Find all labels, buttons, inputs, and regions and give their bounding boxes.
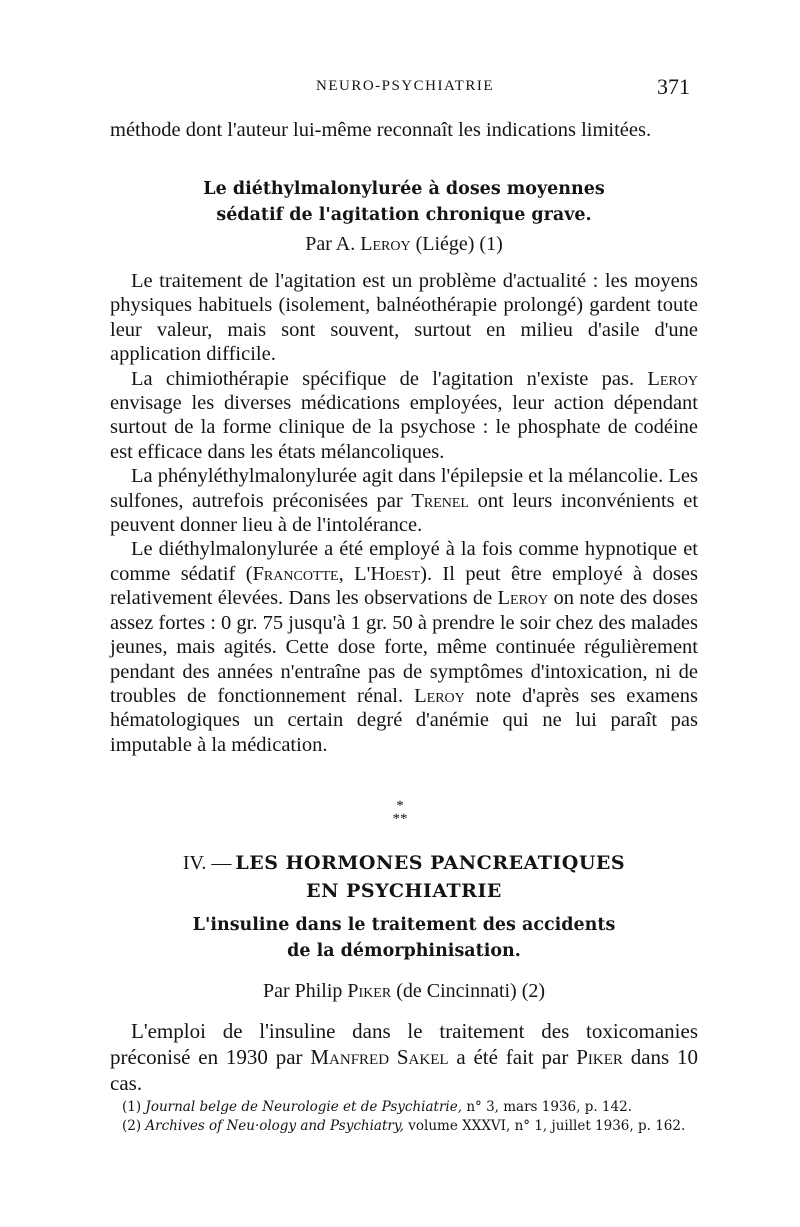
article-title-line2: sédatif de l'agitation chronique grave. [216,205,592,225]
author-name: Hoest [370,562,421,585]
author-name: Trenel [411,489,469,512]
running-title: NEURO-PSYCHIATRIE [316,78,495,94]
intro-text-c: dans 10 cas. [110,1045,698,1095]
article-title-line1: Le diéthylmalonylurée à doses moyennes [203,179,605,199]
author-name: Leroy [497,587,549,610]
byline-author: Piker [347,980,392,1002]
footnotes [122,1098,698,1136]
byline-suffix: (de Cincinnati) (2) [396,980,546,1002]
section-heading [110,850,698,904]
paragraph-3 [110,464,698,537]
footnote-2-journal: Archives of Neu·ology and Psychiatry, [145,1118,404,1134]
paragraph-4-text-b: ). Il peut être employé à doses relativement élevées. Dans les observations de [110,562,699,610]
continuation-block [110,118,698,142]
footnote-2-reference: volume XXXVI, n° 1, juillet 1936, p. 162. [408,1118,686,1134]
section-title-line1: LES HORMONES PANCREATIQUES [235,852,626,874]
article-piker [110,912,698,1096]
footnote-1-mark: (1) [122,1099,142,1115]
section-separator-asterism [375,800,425,840]
section-title-line2: EN PSYCHIATRIE [306,880,502,902]
author-name: Piker [576,1045,623,1069]
article-leroy [110,176,698,757]
byline-suffix: (Liége) (1) [415,233,503,255]
footnote-1 [122,1098,698,1117]
footnote-1-journal: Journal belge de Neurologie et de Psychiatrie, [145,1099,463,1115]
intro-text-a: L'emploi de l'insuline dans le traitement des toxicomanies préconisé en 1930 par [110,1019,698,1069]
page-number: 371 [657,74,690,99]
footnote-2 [122,1117,698,1136]
byline-prefix: Par Philip [262,980,343,1002]
article-byline [110,231,698,257]
paragraph-2-text-a: La chimiothérapie spécifique de l'agitation n'existe pas. [131,367,635,390]
footnote-2-mark: (2) [122,1118,142,1134]
byline-prefix: Par A. [305,233,356,255]
footnote-1-reference: n° 3, mars 1936, p. 142. [466,1099,632,1115]
section-number: IV. — [182,852,232,874]
article-byline [110,978,698,1004]
paragraph-4-text-c: on note des doses assez fortes : 0 gr. 75 jusqu'à 1 gr. 50 à prendre le soir chez des malades jeunes, mais agités. Cette dose forte, même continuée régulièrement pendant des années n'entraîne pas de symptômes d'intoxication, ni de troubles de fonctionnement rénal. [110,587,698,707]
running-head [316,74,690,102]
article-title-line2: de la démorphinisation. [287,941,521,961]
paragraph-4-text-a: Le diéthylmalonylurée a été employé à la fois comme hypnotique et comme sédatif ( [110,538,698,585]
continuation-paragraph: méthode dont l'auteur lui-même reconnaît les indications limitées. [110,119,652,141]
author-name: Leroy [647,367,698,390]
paragraph-2 [110,367,698,465]
paragraph-4-sep: , L' [338,562,371,585]
asterism-top: * [396,798,404,814]
paragraph-3-text-b: ont leurs inconvénients et peuvent donner lieu à de l'intolérance. [110,489,699,537]
paragraph-4 [110,537,698,757]
article-title-line1: L'insuline dans le traitement des accidents [192,915,616,935]
author-name: Leroy [414,684,465,707]
paragraph-1: Le traitement de l'agitation est un problème d'actualité : les moyens physiques habituels (isolement, balnéothérapie prolongé) gardent toute leur valeur, mais sont souvent, surtout en milieu d'asile d'une application difficile. [110,270,698,366]
paragraph-intro [110,1018,698,1096]
paragraph-4-text-d: note d'après ses examens hématologiques un certain degré d'anémie qui ne lui paraît pas imputable à la médication. [110,684,699,756]
intro-text-b: a été fait par [456,1045,569,1069]
asterism-bottom: ** [392,811,408,827]
author-name: Manfred Sakel [310,1045,449,1069]
paragraph-3-text-a: La phényléthylmalonylurée agit dans l'épilepsie et la mélancolie. Les sulfones, autrefois préconisées par [110,465,698,512]
byline-author: Leroy [360,233,411,255]
paragraph-2-text-b: envisage les diverses médications employées, leur action dépendant surtout de la forme clinique de la psychose : le phosphate de codéine est efficace dans les états mélancoliques. [110,392,698,463]
author-name: Francotte [252,562,339,585]
